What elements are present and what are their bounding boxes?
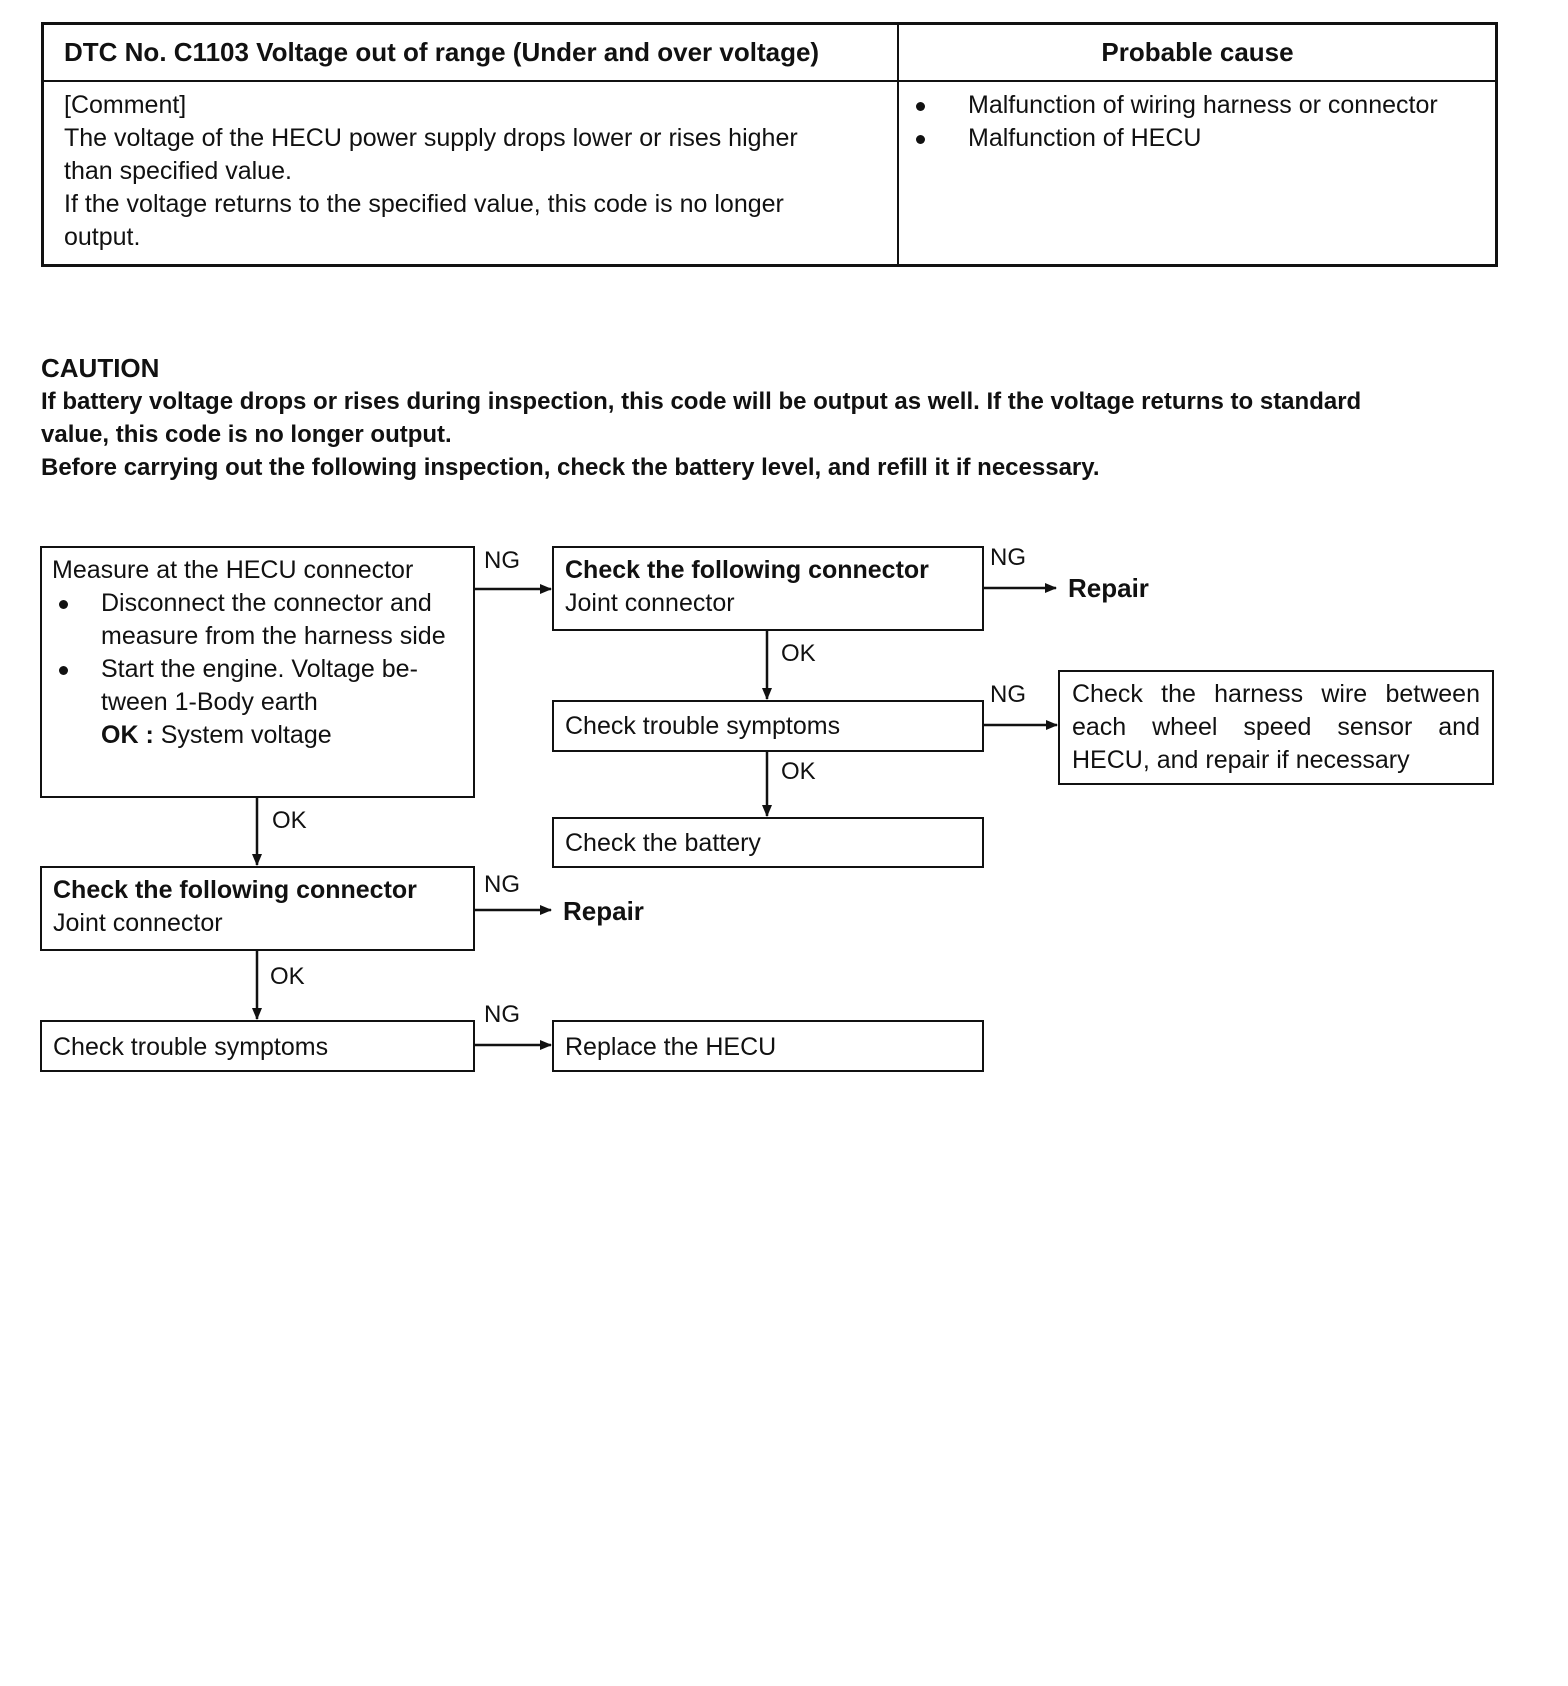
battery-label: Check the battery: [565, 829, 761, 857]
ng-label: NG: [484, 547, 520, 574]
ng-label: NG: [990, 544, 1026, 571]
measure-ok-spec: [52, 719, 463, 752]
symptoms-label: Check trouble symptoms: [53, 1033, 329, 1061]
dtc-header: DTC No. C1103 Voltage out of range (Under and over voltage): [64, 37, 820, 67]
ok-label: OK: [272, 807, 307, 834]
cause-item: Malfunction of wiring harness or connector: [912, 89, 1438, 122]
repair-label: Repair: [1068, 573, 1149, 603]
measure-bullet-line: Start the engine. Voltage be-: [101, 655, 418, 683]
caution-line: value, this code is no longer output.: [41, 421, 452, 448]
measure-hecu-connector-box: [40, 546, 475, 798]
caution-line: If battery voltage drops or rises during inspection, this code will be output as well. If the voltage returns to standard: [41, 388, 1362, 415]
ok-label: OK: [781, 640, 816, 667]
cause-item: Malfunction of HECU: [912, 122, 1438, 155]
comment-line: The voltage of the HECU power supply drops lower or rises higher: [64, 124, 798, 152]
repair-label: Repair: [563, 896, 644, 926]
measure-title: Measure at the HECU connector: [52, 556, 414, 584]
comment-line: output.: [64, 223, 141, 251]
replace-hecu-box: [552, 1020, 984, 1072]
ok-label: OK: [781, 758, 816, 785]
replace-label: Replace the HECU: [565, 1033, 777, 1061]
comment-line: than specified value.: [64, 157, 292, 185]
ng-label: NG: [484, 1001, 520, 1028]
measure-bullet: [52, 587, 463, 653]
check-connector-box-top: [552, 546, 984, 631]
bullet-icon: [59, 600, 68, 609]
harness-line: HECU, and repair if necessary: [1072, 746, 1410, 774]
caution-heading: CAUTION: [41, 353, 160, 383]
harness-line: Check the harness wire between: [1072, 680, 1480, 708]
comment-line: If the voltage returns to the specified value, this code is no longer: [64, 190, 784, 218]
probable-cause-header: Probable cause: [1101, 37, 1294, 67]
measure-bullet-line: tween 1-Body earth: [101, 688, 318, 716]
check-harness-box: [1058, 670, 1494, 785]
check-symptoms-box-bottom: [40, 1020, 475, 1072]
ok-value: System voltage: [153, 721, 332, 749]
measure-bullet-line: Disconnect the connector and: [101, 589, 432, 617]
harness-line: each wheel speed sensor and: [1072, 713, 1480, 741]
ok-label: OK :: [101, 721, 154, 749]
connector-subtitle: Joint connector: [565, 589, 735, 617]
ng-label: NG: [990, 681, 1026, 708]
comment-line: [Comment]: [64, 91, 187, 119]
check-connector-box-bottom: [40, 866, 475, 951]
connector-title: Check the following connector: [53, 876, 417, 904]
symptoms-label: Check trouble symptoms: [565, 712, 841, 740]
check-battery-box: [552, 817, 984, 868]
ng-label: NG: [484, 871, 520, 898]
caution-line: Before carrying out the following inspection, check the battery level, and refill it if necessary.: [41, 454, 1100, 481]
measure-bullet: [52, 653, 463, 719]
connector-title: Check the following connector: [565, 556, 929, 584]
connector-subtitle: Joint connector: [53, 909, 223, 937]
measure-bullet-line: measure from the harness side: [101, 622, 446, 650]
ok-label: OK: [270, 963, 305, 990]
check-symptoms-box-top: [552, 700, 984, 752]
bullet-icon: [59, 666, 68, 675]
